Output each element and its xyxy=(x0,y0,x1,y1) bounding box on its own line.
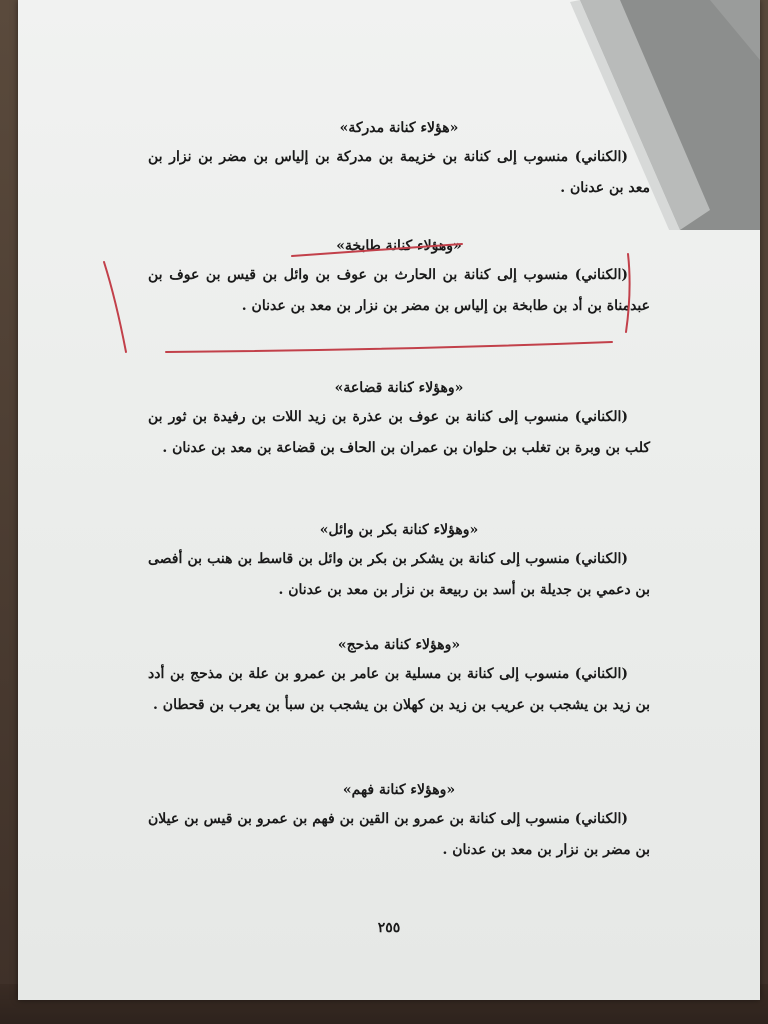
section-heading: «وهؤلاء كنانة مذحج» xyxy=(337,637,461,653)
section-text: (الكناني) منسوب إلى كنانة بن عمرو بن القين بن فهم بن عمرو بن قيس بن عيلان بن مضر بن نزار بن معد بن عدنان . xyxy=(148,811,650,858)
section-kinana-qudaa xyxy=(148,380,650,464)
section-kinana-fahm xyxy=(148,782,650,866)
section-heading: «وهؤلاء كنانة فهم» xyxy=(342,782,456,798)
section-heading: «وهؤلاء كنانة قضاعة» xyxy=(334,380,464,396)
section-heading: «وهؤلاء كنانة بكر بن وائل» xyxy=(319,522,479,538)
document-page xyxy=(18,0,760,1000)
page-number: ٢٥٥ xyxy=(377,920,401,936)
section-heading: «هؤلاء كنانة مدركة» xyxy=(339,120,459,136)
section-text: (الكناني) منسوب إلى كنانة بن عوف بن عذرة بن زيد اللات بن رفيدة بن ثور بن كلب بن وبرة بن تغلب بن حلوان بن عمران بن الحاف بن قضاعة بن معد بن عدنان . xyxy=(148,409,650,456)
section-kinana-mudrika xyxy=(148,120,650,204)
section-text: (الكناني) منسوب إلى كنانة بن خزيمة بن مدركة بن إلياس بن مضر بن نزار بن معد بن عدنان . xyxy=(148,149,650,196)
section-text: (الكناني) منسوب إلى كنانة بن مسلية بن عامر بن عمرو بن علة بن مذحج بن أدد بن زيد بن يشجب بن عريب بن زيد بن كهلان بن يشجب بن سبأ بن يعرب بن قحطان . xyxy=(148,666,650,713)
section-kinana-madhhij xyxy=(148,637,650,721)
section-kinana-bakr xyxy=(148,522,650,606)
section-heading: «وهؤلاء كنانة طابخة» xyxy=(336,238,462,254)
section-kinana-tabikha xyxy=(148,238,650,322)
section-text: (الكناني) منسوب إلى كنانة بن الحارث بن عوف بن وائل بن قيس بن عوف بن عبدمناة بن أد بن طابخة بن إلياس بن مضر بن نزار بن معد بن عدنان . xyxy=(148,267,650,314)
section-text: (الكناني) منسوب إلى كنانة بن يشكر بن بكر بن وائل بن قاسط بن هنب بن أفصى بن دعمي بن جديلة بن أسد بن ربيعة بن نزار بن معد بن عدنان . xyxy=(148,551,650,598)
